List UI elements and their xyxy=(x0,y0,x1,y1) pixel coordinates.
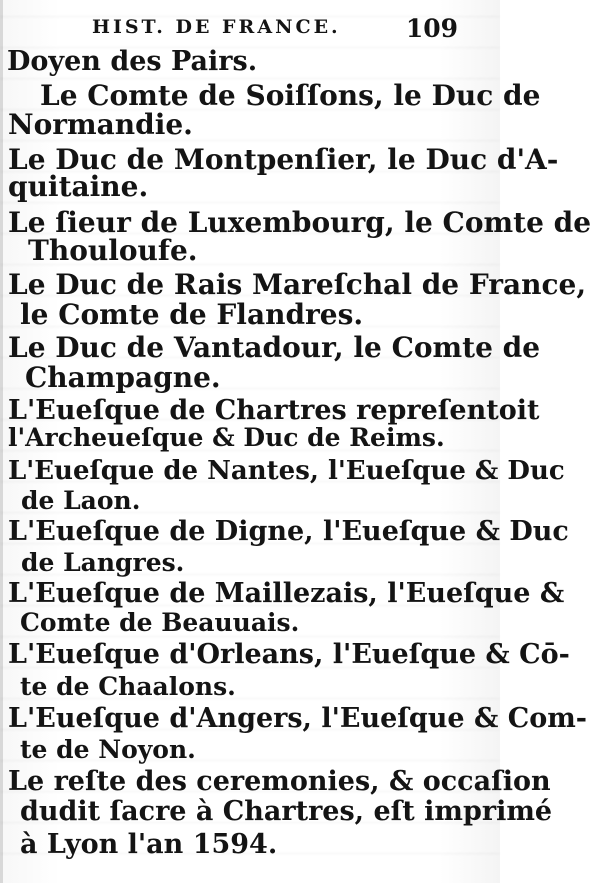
text-line: Thouloufe. xyxy=(28,234,198,267)
text-line: Le Duc de Montpenſier, le Duc d'A- xyxy=(8,143,559,176)
text-line: dudit ſacre à Chartres, eſt imprimé xyxy=(20,796,553,827)
running-head: HIST. DE FRANCE. xyxy=(92,16,341,38)
text-line: te de Noyon. xyxy=(20,735,196,764)
text-line: L'Eueſque de Maillezais, l'Eueſque & xyxy=(8,578,565,609)
text-line: Le Duc de Vantadour, le Comte de xyxy=(8,331,541,364)
text-line: L'Eueſque de Chartres repreſentoit xyxy=(8,395,540,426)
text-line: à Lyon l'an 1594. xyxy=(20,829,278,860)
text-line: de Laon. xyxy=(21,486,141,515)
text-line: de Langres. xyxy=(21,548,185,577)
text-line: te de Chaalons. xyxy=(20,672,236,701)
text-line: Doyen des Pairs. xyxy=(7,46,258,77)
text-line: Le reſte des ceremonies, & occaſion xyxy=(8,766,551,797)
text-line: Le Duc de Rais Mareſchal de France, xyxy=(8,268,587,301)
text-line: Champagne. xyxy=(25,361,221,394)
text-line: Le ſieur de Luxembourg, le Comte de xyxy=(8,206,591,239)
text-line: Le Comte de Soiſſons, le Duc de xyxy=(40,79,541,112)
page-edge-line xyxy=(0,0,3,883)
text-line: quitaine. xyxy=(8,170,149,203)
text-line: le Comte de Flandres. xyxy=(20,298,364,331)
text-line: L'Eueſque de Nantes, l'Eueſque & Duc xyxy=(8,456,565,486)
text-line: L'Eueſque de Digne, l'Eueſque & Duc xyxy=(8,516,569,547)
text-line: L'Eueſque d'Orleans, l'Eueſque & Cō- xyxy=(8,639,570,670)
page-number: 109 xyxy=(405,14,458,43)
text-line: Comte de Beauuais. xyxy=(20,608,300,637)
text-line: l'Archeueſque & Duc de Reims. xyxy=(8,423,445,452)
text-line: Normandie. xyxy=(8,108,193,141)
text-line: L'Eueſque d'Angers, l'Eueſque & Com- xyxy=(8,703,588,734)
